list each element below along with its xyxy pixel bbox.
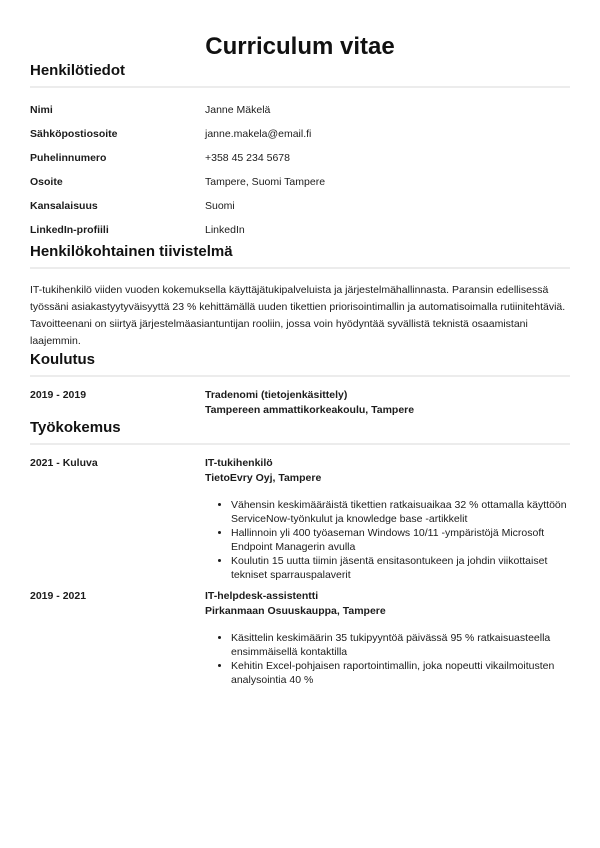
detail-label: Nimi bbox=[30, 104, 53, 116]
section-education bbox=[30, 350, 570, 418]
detail-label: Sähköpostiosoite bbox=[30, 128, 118, 140]
experience-employer: TietoEvry Oyj, Tampere bbox=[205, 472, 322, 484]
linkedin-link[interactable]: LinkedIn bbox=[205, 224, 245, 236]
document-content bbox=[0, 61, 600, 687]
detail-row-email bbox=[30, 122, 570, 146]
detail-row-linkedin bbox=[30, 218, 570, 242]
detail-value-nationality: Suomi bbox=[205, 200, 235, 212]
detail-row-nationality bbox=[30, 194, 570, 218]
detail-row-address bbox=[30, 170, 570, 194]
experience-details bbox=[205, 589, 570, 687]
detail-row-name bbox=[30, 98, 570, 122]
detail-label: Kansalaisuus bbox=[30, 200, 98, 212]
experience-bullet: • Käsittelin keskimäärin 35 tukipyyntöä päivässä 95 % ratkaisuasteella ensimmäisellä kontaktilla bbox=[231, 631, 570, 659]
education-details bbox=[205, 388, 570, 418]
education-entry bbox=[30, 388, 570, 418]
experience-bullet-list bbox=[205, 631, 570, 687]
education-degree: Tradenomi (tietojenkäsittely) bbox=[205, 389, 348, 401]
section-summary bbox=[30, 242, 570, 350]
section-experience bbox=[30, 418, 570, 687]
education-period: 2019 - 2019 bbox=[30, 389, 87, 401]
education-school: Tampereen ammattikorkeakoulu, Tampere bbox=[205, 404, 415, 416]
section-personal-details bbox=[30, 61, 570, 242]
education-heading: Koulutus bbox=[30, 350, 570, 377]
experience-entry-1 bbox=[30, 456, 570, 582]
experience-period: 2019 - 2021 bbox=[30, 590, 87, 602]
experience-bullet-list bbox=[205, 498, 570, 582]
experience-bullet: • Koulutin 15 uutta tiimin jäsentä ensitasontukeen ja johdin viikottaiset tekniset sparrauspalaverit bbox=[231, 554, 570, 582]
experience-job-title: IT-helpdesk-assistentti bbox=[205, 590, 319, 602]
summary-text: IT-tukihenkilö viiden vuoden kokemuksella käyttäjätukipalveluista ja järjestelmähallinnasta. Paransin edellisessä työssäni asiakastyytyväisyyttä 23 % kehittämällä uuden tikettien priorisointimallin ja automatisoimalla rutiinitehtäviä. Tavoitteenani on siirtyä järjestelmäasiantuntijan rooliin, jossa voin hyödyntää syvällistä teknistä osaamistani laajemmin. bbox=[30, 284, 566, 347]
experience-bullet: • Kehitin Excel-pohjaisen raportointimallin, joka nopeutti vikailmoitusten analysointia 40 % bbox=[231, 659, 570, 687]
detail-value-email: janne.makela@email.fi bbox=[205, 128, 312, 140]
detail-row-phone bbox=[30, 146, 570, 170]
experience-period: 2021 - Kuluva bbox=[30, 457, 98, 469]
detail-label: LinkedIn-profiili bbox=[30, 224, 109, 236]
personal-details-heading: Henkilötiedot bbox=[30, 61, 570, 88]
experience-heading: Työkokemus bbox=[30, 418, 570, 445]
detail-label: Osoite bbox=[30, 176, 63, 188]
document-title: Curriculum vitae bbox=[205, 33, 395, 60]
experience-bullet: • Vähensin keskimääräistä tikettien ratkaisuaikaa 32 % ottamalla käyttöön ServiceNow-työnkulut ja knowledge base -artikkelit bbox=[231, 498, 570, 526]
personal-details-table bbox=[30, 98, 570, 242]
detail-value-address: Tampere, Suomi Tampere bbox=[205, 176, 326, 188]
detail-label: Puhelinnumero bbox=[30, 152, 107, 164]
experience-employer: Pirkanmaan Osuuskauppa, Tampere bbox=[205, 605, 386, 617]
summary-heading: Henkilökohtainen tiivistelmä bbox=[30, 242, 570, 269]
experience-entry-2 bbox=[30, 589, 570, 687]
detail-value-name: Janne Mäkelä bbox=[205, 104, 271, 116]
detail-value-phone: +358 45 234 5678 bbox=[205, 152, 290, 164]
experience-details bbox=[205, 456, 570, 582]
experience-job-title: IT-tukihenkilö bbox=[205, 457, 273, 469]
experience-bullet: • Hallinnoin yli 400 työaseman Windows 10/11 -ympäristöjä Microsoft Endpoint Managerin avulla bbox=[231, 526, 570, 554]
